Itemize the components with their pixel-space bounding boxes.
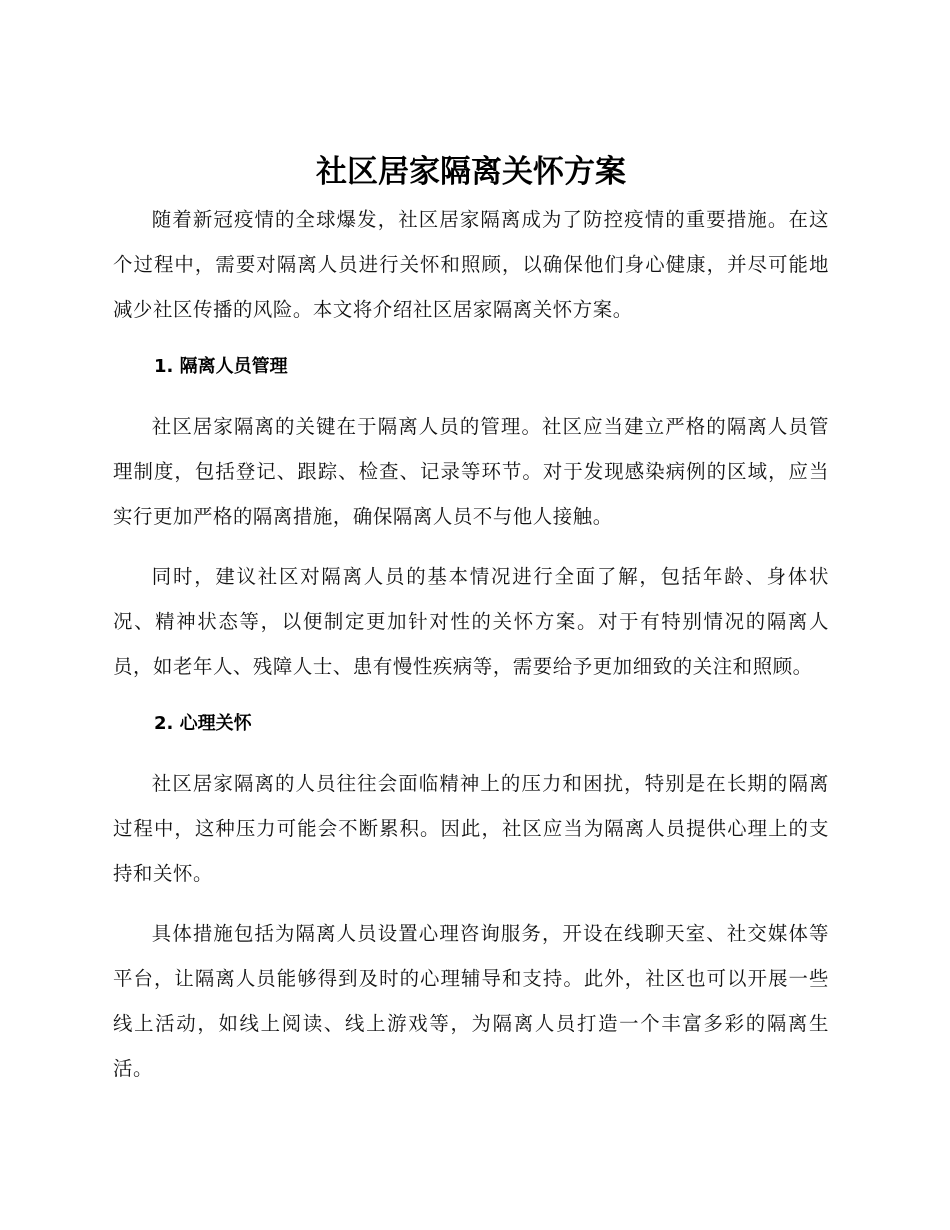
document-title: 社区居家隔离关怀方案 [316,154,626,190]
section-heading-isolation-management: 1. 隔离人员管理 [154,356,288,377]
paragraph: 具体措施包括为隔离人员设置心理咨询服务，开设在线聊天室、社交媒体等平台，让隔离人员能够得到及时的心理辅导和支持。此外，社区也可以开展一些线上活动，如线上阅读、线上游戏等，为隔离人员打造一个丰富多彩的隔离生活。 [113,922,829,1080]
document-body [113,197,829,1106]
paragraph: 社区居家隔离的人员往往会面临精神上的压力和困扰，特别是在长期的隔离过程中，这种压力可能会不断累积。因此，社区应当为隔离人员提供心理上的支持和关怀。 [113,772,829,885]
intro-paragraph: 随着新冠疫情的全球爆发，社区居家隔离成为了防控疫情的重要措施。在这个过程中，需要对隔离人员进行关怀和照顾，以确保他们身心健康，并尽可能地减少社区传播的风险。本文将介绍社区居家隔离关怀方案。 [113,208,829,321]
paragraph: 社区居家隔离的关键在于隔离人员的管理。社区应当建立严格的隔离人员管理制度，包括登记、跟踪、检查、记录等环节。对于发现感染病例的区域，应当实行更加严格的隔离措施，确保隔离人员不与他人接触。 [113,415,829,528]
section-heading-psychological-care: 2. 心理关怀 [154,713,252,734]
paragraph: 同时，建议社区对隔离人员的基本情况进行全面了解，包括年龄、身体状况、精神状态等，以便制定更加针对性的关怀方案。对于有特别情况的隔离人员，如老年人、残障人士、患有慢性疾病等，需要给予更加细致的关注和照顾。 [113,565,829,678]
